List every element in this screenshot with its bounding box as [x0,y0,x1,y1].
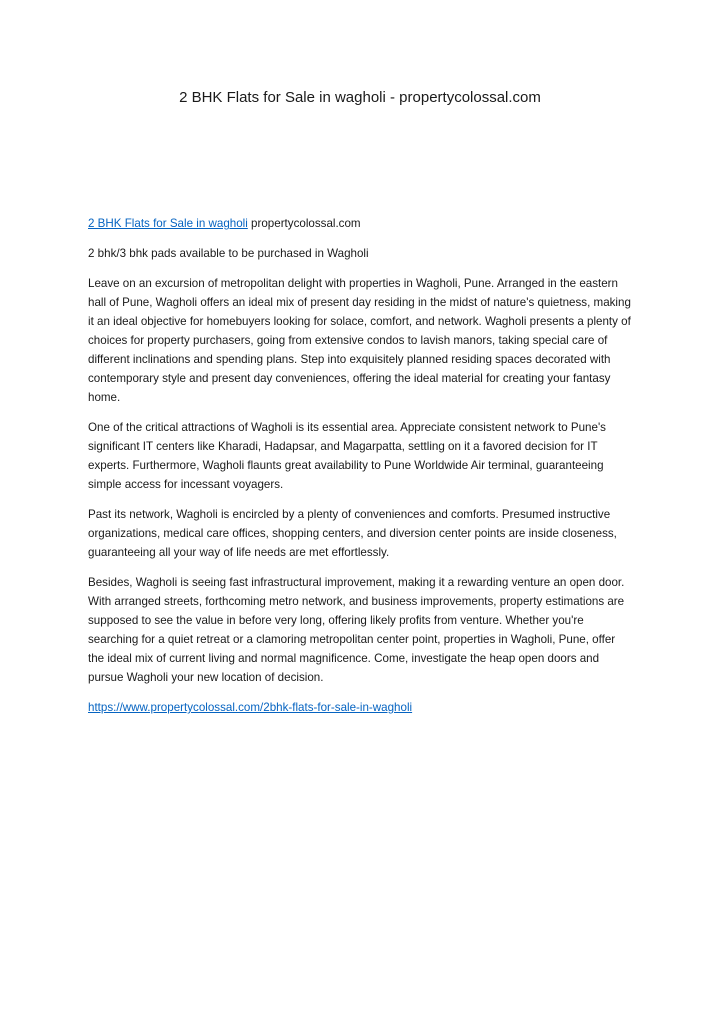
paragraph-1: Leave on an excursion of metropolitan delight with properties in Wagholi, Pune. Arranged in the eastern hall of Pune, Wagholi offers an ideal mix of present day residing in the midst of nature's quietness, making it an ideal objective for homebuyers looking for solace, comfort, and network. Wagholi presents a plenty of choices for property purchasers, going from extensive condos to lavish manors, taking special care of different inclinations and spending plans. Step into exquisitely planned residing spaces decorated with contemporary style and present day conveniences, offering the ideal material for creating your fantasy home. [88,277,631,404]
intro-suffix: propertycolossal.com [251,217,361,230]
paragraph-2: One of the critical attractions of Wagholi is its essential area. Appreciate consistent network to Pune's significant IT centers like Kharadi, Hadapsar, and Magarpatta, settling on it a favored decision for IT experts. Furthermore, Wagholi flaunts great availability to Pune Worldwide Air terminal, guaranteeing simple access for incessant voyagers. [88,421,606,491]
subtitle: 2 bhk/3 bhk pads available to be purchased in Wagholi [88,247,369,260]
footer-link[interactable]: https://www.propertycolossal.com/2bhk-flats-for-sale-in-wagholi [88,701,413,714]
footer-line [88,698,634,717]
paragraph-3: Past its network, Wagholi is encircled by a plenty of conveniences and comforts. Presumed instructive organizations, medical care offices, shopping centers, and diversion center points are inside closeness, guaranteeing all your way of life needs are met effortlessly. [88,508,617,559]
document-body [88,214,634,728]
intro-line [88,214,634,233]
intro-link[interactable]: 2 BHK Flats for Sale in wagholi [88,217,248,230]
page-title: 2 BHK Flats for Sale in wagholi - propertycolossal.com [179,89,541,106]
paragraph-4: Besides, Wagholi is seeing fast infrastructural improvement, making it a rewarding venture an open door. With arranged streets, forthcoming metro network, and business improvements, property estimations are supposed to see the value in before very long, offering likely profits from venture. Whether you're searching for a quiet retreat or a clamoring metropolitan center point, properties in Wagholi, Pune, offer the ideal mix of current living and normal magnificence. Come, investigate the heap open doors and pursue Wagholi your new location of decision. [88,576,625,684]
